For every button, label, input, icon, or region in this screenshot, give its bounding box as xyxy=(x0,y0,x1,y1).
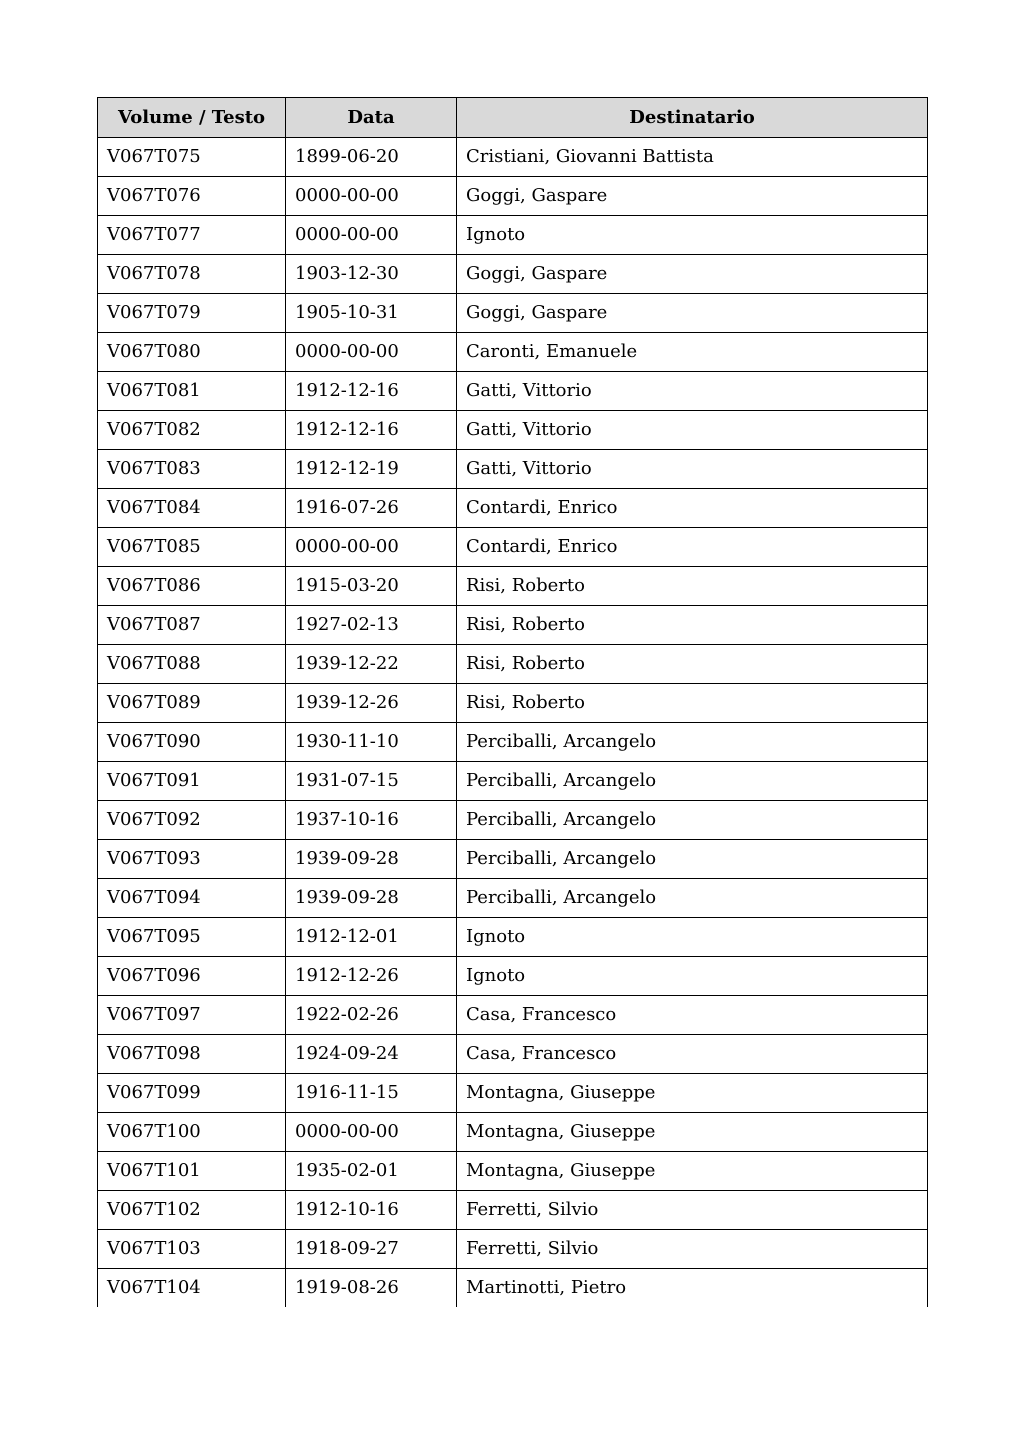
cell-volume-testo: V067T078 xyxy=(98,255,286,294)
table-row xyxy=(98,1269,928,1308)
cell-data: 1915-03-20 xyxy=(286,567,457,606)
table-row xyxy=(98,957,928,996)
cell-destinatario: Ignoto xyxy=(457,957,928,996)
cell-destinatario: Caronti, Emanuele xyxy=(457,333,928,372)
table-row xyxy=(98,411,928,450)
cell-destinatario: Perciballi, Arcangelo xyxy=(457,840,928,879)
cell-volume-testo: V067T100 xyxy=(98,1113,286,1152)
table-row xyxy=(98,567,928,606)
cell-data: 1919-08-26 xyxy=(286,1269,457,1308)
cell-volume-testo: V067T094 xyxy=(98,879,286,918)
cell-volume-testo: V067T102 xyxy=(98,1191,286,1230)
cell-destinatario: Gatti, Vittorio xyxy=(457,411,928,450)
letters-table-container xyxy=(97,97,927,1307)
cell-volume-testo: V067T089 xyxy=(98,684,286,723)
cell-destinatario: Risi, Roberto xyxy=(457,645,928,684)
cell-volume-testo: V067T091 xyxy=(98,762,286,801)
cell-data: 1939-09-28 xyxy=(286,840,457,879)
cell-volume-testo: V067T086 xyxy=(98,567,286,606)
table-row xyxy=(98,645,928,684)
table-row xyxy=(98,333,928,372)
cell-destinatario: Gatti, Vittorio xyxy=(457,372,928,411)
cell-volume-testo: V067T097 xyxy=(98,996,286,1035)
cell-data: 0000-00-00 xyxy=(286,528,457,567)
table-row xyxy=(98,138,928,177)
cell-data: 0000-00-00 xyxy=(286,1113,457,1152)
cell-destinatario: Ignoto xyxy=(457,918,928,957)
cell-data: 0000-00-00 xyxy=(286,177,457,216)
cell-volume-testo: V067T090 xyxy=(98,723,286,762)
table-row xyxy=(98,762,928,801)
cell-data: 1912-12-16 xyxy=(286,372,457,411)
cell-data: 1939-12-26 xyxy=(286,684,457,723)
cell-data: 1927-02-13 xyxy=(286,606,457,645)
cell-destinatario: Ferretti, Silvio xyxy=(457,1191,928,1230)
table-row xyxy=(98,489,928,528)
cell-destinatario: Perciballi, Arcangelo xyxy=(457,801,928,840)
table-row xyxy=(98,255,928,294)
cell-volume-testo: V067T084 xyxy=(98,489,286,528)
cell-volume-testo: V067T085 xyxy=(98,528,286,567)
table-row xyxy=(98,450,928,489)
table-row xyxy=(98,294,928,333)
cell-data: 1939-09-28 xyxy=(286,879,457,918)
cell-volume-testo: V067T096 xyxy=(98,957,286,996)
cell-data: 1912-12-19 xyxy=(286,450,457,489)
table-row xyxy=(98,918,928,957)
cell-destinatario: Goggi, Gaspare xyxy=(457,255,928,294)
table-row xyxy=(98,1152,928,1191)
cell-destinatario: Risi, Roberto xyxy=(457,684,928,723)
table-row xyxy=(98,1113,928,1152)
table-row xyxy=(98,372,928,411)
cell-volume-testo: V067T101 xyxy=(98,1152,286,1191)
cell-data: 0000-00-00 xyxy=(286,333,457,372)
cell-data: 1899-06-20 xyxy=(286,138,457,177)
cell-data: 1912-12-01 xyxy=(286,918,457,957)
cell-volume-testo: V067T081 xyxy=(98,372,286,411)
cell-volume-testo: V067T104 xyxy=(98,1269,286,1308)
cell-data: 1937-10-16 xyxy=(286,801,457,840)
cell-volume-testo: V067T082 xyxy=(98,411,286,450)
header-volume-testo: Volume / Testo xyxy=(98,98,286,138)
cell-volume-testo: V067T077 xyxy=(98,216,286,255)
cell-destinatario: Martinotti, Pietro xyxy=(457,1269,928,1308)
table-body xyxy=(98,138,928,1308)
cell-volume-testo: V067T087 xyxy=(98,606,286,645)
table-row xyxy=(98,1074,928,1113)
cell-destinatario: Goggi, Gaspare xyxy=(457,294,928,333)
table-row xyxy=(98,177,928,216)
table-row xyxy=(98,528,928,567)
cell-destinatario: Gatti, Vittorio xyxy=(457,450,928,489)
cell-data: 1912-12-26 xyxy=(286,957,457,996)
cell-destinatario: Perciballi, Arcangelo xyxy=(457,879,928,918)
cell-volume-testo: V067T103 xyxy=(98,1230,286,1269)
cell-volume-testo: V067T093 xyxy=(98,840,286,879)
cell-data: 1931-07-15 xyxy=(286,762,457,801)
header-data: Data xyxy=(286,98,457,138)
cell-data: 1935-02-01 xyxy=(286,1152,457,1191)
cell-destinatario: Montagna, Giuseppe xyxy=(457,1074,928,1113)
cell-destinatario: Montagna, Giuseppe xyxy=(457,1113,928,1152)
cell-data: 1903-12-30 xyxy=(286,255,457,294)
letters-table xyxy=(97,97,928,1307)
table-row xyxy=(98,684,928,723)
cell-destinatario: Perciballi, Arcangelo xyxy=(457,762,928,801)
header-destinatario: Destinatario xyxy=(457,98,928,138)
cell-destinatario: Risi, Roberto xyxy=(457,567,928,606)
cell-volume-testo: V067T079 xyxy=(98,294,286,333)
table-row xyxy=(98,1191,928,1230)
cell-destinatario: Montagna, Giuseppe xyxy=(457,1152,928,1191)
cell-volume-testo: V067T098 xyxy=(98,1035,286,1074)
table-header xyxy=(98,98,928,138)
cell-destinatario: Contardi, Enrico xyxy=(457,489,928,528)
cell-volume-testo: V067T092 xyxy=(98,801,286,840)
cell-data: 1916-07-26 xyxy=(286,489,457,528)
cell-data: 1930-11-10 xyxy=(286,723,457,762)
cell-data: 1912-12-16 xyxy=(286,411,457,450)
cell-volume-testo: V067T095 xyxy=(98,918,286,957)
cell-destinatario: Casa, Francesco xyxy=(457,996,928,1035)
table-row xyxy=(98,723,928,762)
table-row xyxy=(98,1230,928,1269)
cell-destinatario: Perciballi, Arcangelo xyxy=(457,723,928,762)
table-row xyxy=(98,879,928,918)
cell-data: 1918-09-27 xyxy=(286,1230,457,1269)
cell-data: 1912-10-16 xyxy=(286,1191,457,1230)
table-row xyxy=(98,606,928,645)
cell-data: 1924-09-24 xyxy=(286,1035,457,1074)
cell-volume-testo: V067T099 xyxy=(98,1074,286,1113)
cell-data: 1905-10-31 xyxy=(286,294,457,333)
cell-destinatario: Casa, Francesco xyxy=(457,1035,928,1074)
cell-destinatario: Ferretti, Silvio xyxy=(457,1230,928,1269)
cell-destinatario: Risi, Roberto xyxy=(457,606,928,645)
table-row xyxy=(98,996,928,1035)
cell-data: 0000-00-00 xyxy=(286,216,457,255)
cell-destinatario: Cristiani, Giovanni Battista xyxy=(457,138,928,177)
cell-volume-testo: V067T075 xyxy=(98,138,286,177)
cell-destinatario: Ignoto xyxy=(457,216,928,255)
cell-volume-testo: V067T083 xyxy=(98,450,286,489)
cell-data: 1922-02-26 xyxy=(286,996,457,1035)
cell-volume-testo: V067T076 xyxy=(98,177,286,216)
cell-volume-testo: V067T080 xyxy=(98,333,286,372)
header-row xyxy=(98,98,928,138)
table-row xyxy=(98,840,928,879)
cell-destinatario: Goggi, Gaspare xyxy=(457,177,928,216)
cell-data: 1939-12-22 xyxy=(286,645,457,684)
cell-volume-testo: V067T088 xyxy=(98,645,286,684)
table-row xyxy=(98,216,928,255)
cell-destinatario: Contardi, Enrico xyxy=(457,528,928,567)
table-row xyxy=(98,801,928,840)
table-row xyxy=(98,1035,928,1074)
cell-data: 1916-11-15 xyxy=(286,1074,457,1113)
